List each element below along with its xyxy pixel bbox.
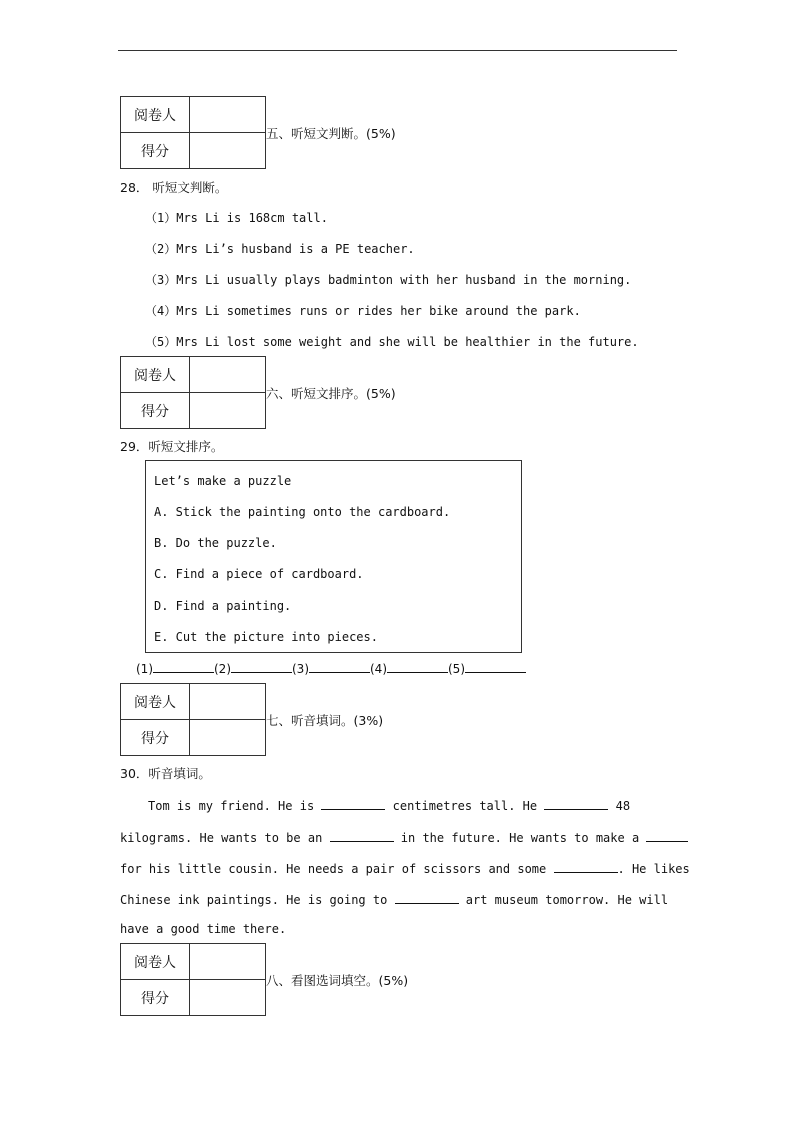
scorer-cell[interactable] — [190, 944, 266, 980]
puzzle-option-d: D. Find a painting. — [154, 599, 292, 613]
answer-blank-2[interactable] — [231, 660, 292, 673]
q30-text: in the future. He wants to make a — [400, 831, 640, 845]
answer-blank-3[interactable] — [309, 660, 370, 673]
q30-text: centimetres tall. He — [392, 799, 538, 813]
q30-text: Chinese ink paintings. He is going to — [120, 893, 388, 907]
blank-label-3: (3) — [292, 662, 309, 676]
section-5-title: 五、听短文判断。(5%) — [266, 126, 396, 141]
header-rule — [118, 50, 677, 51]
score-table-6 — [120, 356, 266, 429]
score-cell[interactable] — [190, 393, 266, 429]
puzzle-option-e: E. Cut the picture into pieces. — [154, 630, 378, 644]
q30-text: 48 — [615, 799, 631, 813]
scorer-cell[interactable] — [190, 97, 266, 133]
q30-text: for his little cousin. He needs a pair of scissors and some — [120, 862, 547, 876]
scorer-label: 阅卷人 — [121, 357, 190, 393]
scorer-cell[interactable] — [190, 684, 266, 720]
section-7-title: 七、听音填词。(3%) — [266, 713, 384, 728]
q30-line-3 — [120, 860, 690, 876]
q28-item-3: （3）Mrs Li usually plays badminton with her husband in the morning. — [145, 273, 632, 287]
scorer-label: 阅卷人 — [121, 97, 190, 133]
q28-title: 28． 听短文判断。 — [120, 180, 228, 195]
blank-label-1: (1) — [136, 662, 153, 676]
section-6-title: 六、听短文排序。(5%) — [266, 386, 396, 401]
score-table-7 — [120, 683, 266, 756]
fill-blank-2[interactable] — [544, 797, 608, 810]
score-cell[interactable] — [190, 980, 266, 1016]
answer-blank-5[interactable] — [465, 660, 526, 673]
puzzle-steps-box — [145, 460, 522, 653]
answer-blank-4[interactable] — [387, 660, 448, 673]
fill-blank-6[interactable] — [395, 891, 459, 904]
q30-line-5: have a good time there. — [120, 922, 287, 936]
answer-blank-1[interactable] — [153, 660, 214, 673]
score-table-8 — [120, 943, 266, 1016]
scorer-label: 阅卷人 — [121, 944, 190, 980]
q29-answer-blanks — [136, 660, 526, 676]
blank-label-4: (4) — [370, 662, 387, 676]
q30-text: Tom is my friend. He is — [148, 799, 315, 813]
q30-line-1 — [148, 797, 630, 813]
q30-text: kilograms. He wants to be an — [120, 831, 323, 845]
score-cell[interactable] — [190, 720, 266, 756]
scorer-label: 阅卷人 — [121, 684, 190, 720]
fill-blank-4[interactable] — [646, 829, 688, 842]
fill-blank-5[interactable] — [554, 860, 618, 873]
q30-line-2 — [120, 829, 688, 845]
section-8-title: 八、看图选词填空。(5%) — [266, 973, 409, 988]
q30-text: art museum tomorrow. He will — [465, 893, 669, 907]
q30-line-4 — [120, 891, 668, 907]
blank-label-2: (2) — [214, 662, 231, 676]
q29-title: 29．听短文排序。 — [120, 439, 224, 454]
q30-text: . He likes — [617, 862, 690, 876]
q30-title: 30．听音填词。 — [120, 766, 211, 781]
q28-item-1: （1）Mrs Li is 168cm tall. — [145, 211, 328, 225]
fill-blank-3[interactable] — [330, 829, 394, 842]
q28-item-5: （5）Mrs Li lost some weight and she will be healthier in the future. — [145, 335, 639, 349]
scorer-cell[interactable] — [190, 357, 266, 393]
puzzle-option-a: A. Stick the painting onto the cardboard. — [154, 505, 451, 519]
score-cell[interactable] — [190, 133, 266, 169]
score-label: 得分 — [121, 393, 190, 429]
puzzle-box-title: Let’s make a puzzle — [154, 474, 292, 488]
q28-item-2: （2）Mrs Li’s husband is a PE teacher. — [145, 242, 415, 256]
fill-blank-1[interactable] — [321, 797, 385, 810]
puzzle-option-c: C. Find a piece of cardboard. — [154, 567, 364, 581]
score-label: 得分 — [121, 720, 190, 756]
q28-item-4: （4）Mrs Li sometimes runs or rides her bike around the park. — [145, 304, 581, 318]
blank-label-5: (5) — [448, 662, 465, 676]
puzzle-option-b: B. Do the puzzle. — [154, 536, 277, 550]
score-label: 得分 — [121, 133, 190, 169]
score-label: 得分 — [121, 980, 190, 1016]
score-table-5 — [120, 96, 266, 169]
